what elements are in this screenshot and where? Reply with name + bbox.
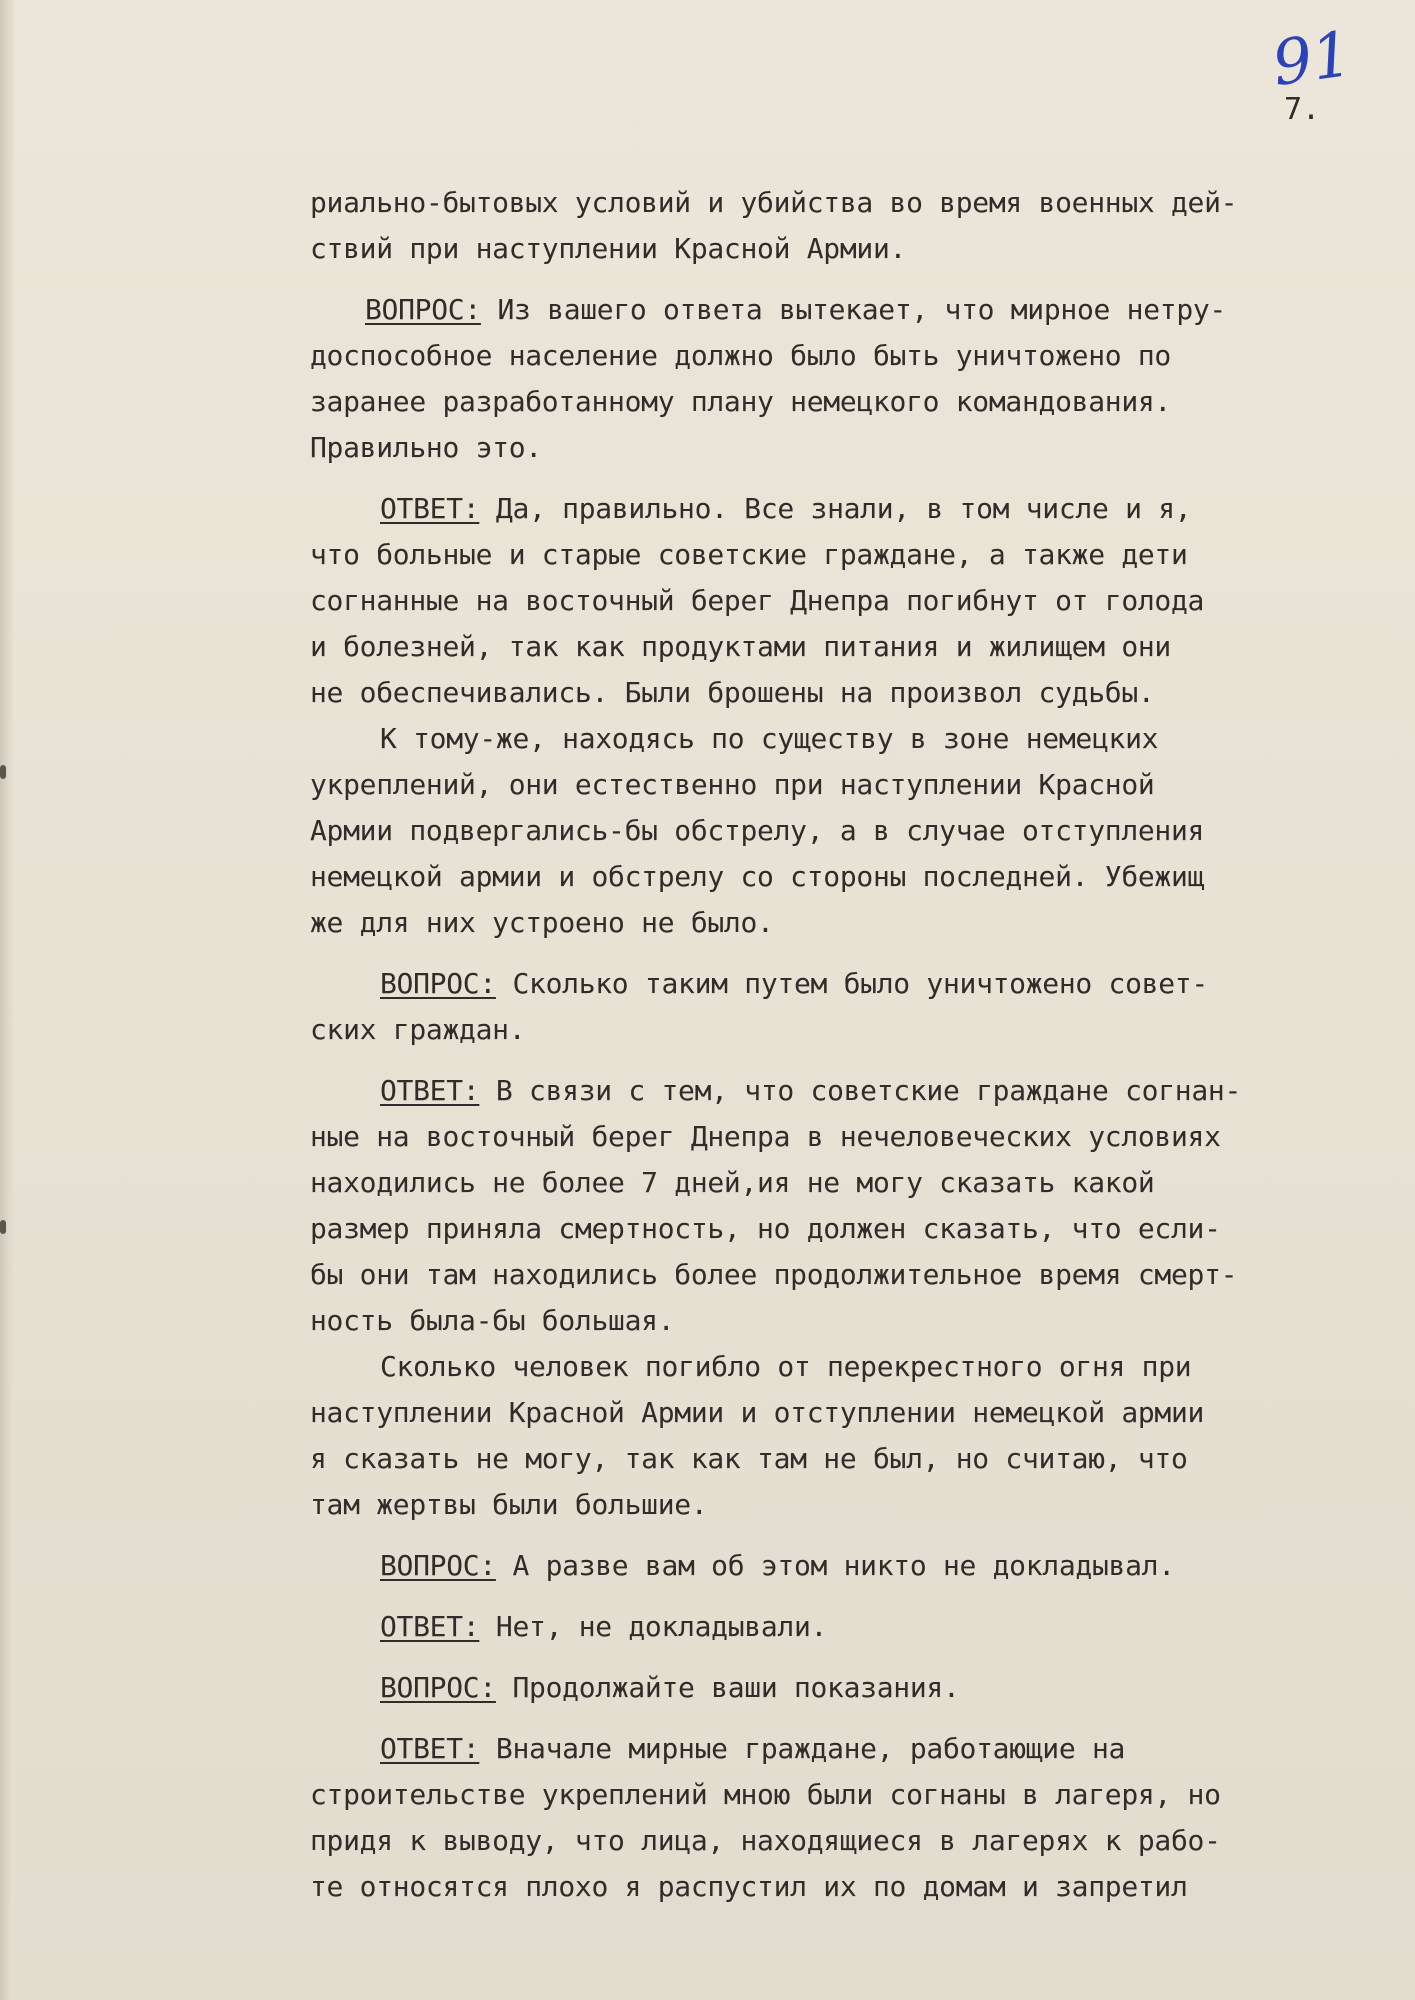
question-label: ВОПРОС: [380, 1549, 496, 1582]
question-line [310, 961, 1350, 1007]
text-line: укреплений, они естественно при наступлении Красной [310, 768, 1155, 801]
question-line [310, 1665, 1350, 1711]
question-text: Сколько таким путем было уничтожено совет- [495, 967, 1208, 1000]
text-line: размер приняла смертность, но должен сказать, что если- [310, 1212, 1221, 1245]
question-text: А разве вам об этом никто не докладывал. [495, 1549, 1175, 1582]
page-number: 7. [1284, 92, 1321, 127]
answer-label: ОТВЕТ: [380, 1610, 480, 1643]
answer-text: Вначале мирные граждане, работающие на [479, 1732, 1126, 1765]
answer-label: ОТВЕТ: [380, 492, 480, 525]
document-body [310, 180, 1350, 1910]
binding-edge [0, 0, 14, 2000]
text-line: Сколько человек погибло от перекрестного огня при [380, 1350, 1192, 1383]
text-line: я сказать не могу, так как там не был, но считаю, что [310, 1442, 1188, 1475]
answer-text: Нет, не докладывали. [479, 1610, 828, 1643]
text-line: немецкой армии и обстрелу со стороны последней. Убежищ [310, 860, 1205, 893]
binding-hole [0, 1220, 6, 1234]
text-line: ствий при наступлении Красной Армии. [310, 232, 907, 265]
text-line: К тому-же, находясь по существу в зоне немецких [380, 722, 1159, 755]
answer-text: В связи с тем, что советские граждане согнан- [479, 1074, 1242, 1107]
text-line: ные на восточный берег Днепра в нечеловеческих условиях [310, 1120, 1221, 1153]
answer-line [310, 1068, 1350, 1114]
binding-hole [0, 765, 6, 779]
answer-label: ОТВЕТ: [380, 1074, 480, 1107]
question-label: ВОПРОС: [380, 1671, 496, 1704]
answer-line [310, 1726, 1350, 1772]
text-line: же для них устроено не было. [310, 906, 774, 939]
text-line: ских граждан. [310, 1013, 526, 1046]
text-line: находились не более 7 дней,ия не могу сказать какой [310, 1166, 1155, 1199]
text-line: строительстве укреплений мною были согнаны в лагеря, но [310, 1778, 1221, 1811]
text-line: придя к выводу, что лица, находящиеся в лагерях к рабо- [310, 1824, 1221, 1857]
text-line: и болезней, так как продуктами питания и жилищем они [310, 630, 1171, 663]
question-text: Продолжайте ваши показания. [495, 1671, 960, 1704]
text-line: Армии подвергались-бы обстрелу, а в случае отступления [310, 814, 1205, 847]
archive-folio-number: 91 [1267, 16, 1357, 100]
text-line: риально-бытовых условий и убийства во время военных дей- [310, 186, 1238, 219]
answer-line [310, 1604, 1350, 1650]
text-line: заранее разработанному плану немецкого командования. [310, 385, 1171, 418]
text-line: наступлении Красной Армии и отступлении немецкой армии [310, 1396, 1205, 1429]
text-line: бы они там находились более продолжительное время смерт- [310, 1258, 1238, 1291]
text-line: согнанные на восточный берег Днепра погибнут от голода [310, 584, 1205, 617]
text-line: доспособное население должно было быть уничтожено по [310, 339, 1171, 372]
text-line: те относятся плохо я распустил их по домам и запретил [310, 1870, 1188, 1903]
question-label: ВОПРОС: [365, 293, 481, 326]
text-line: ность была-бы большая. [310, 1304, 675, 1337]
answer-label: ОТВЕТ: [380, 1732, 480, 1765]
text-line: что больные и старые советские граждане, а также дети [310, 538, 1188, 571]
text-line: Правильно это. [310, 431, 542, 464]
text-line: не обеспечивались. Были брошены на произвол судьбы. [310, 676, 1155, 709]
question-label: ВОПРОС: [380, 967, 496, 1000]
question-line [310, 287, 1350, 333]
text-line: там жертвы были большие. [310, 1488, 708, 1521]
answer-line [310, 486, 1350, 532]
question-text: Из вашего ответа вытекает, что мирное нетру- [480, 293, 1226, 326]
question-line [310, 1543, 1350, 1589]
answer-text: Да, правильно. Все знали, в том числе и я, [479, 492, 1192, 525]
